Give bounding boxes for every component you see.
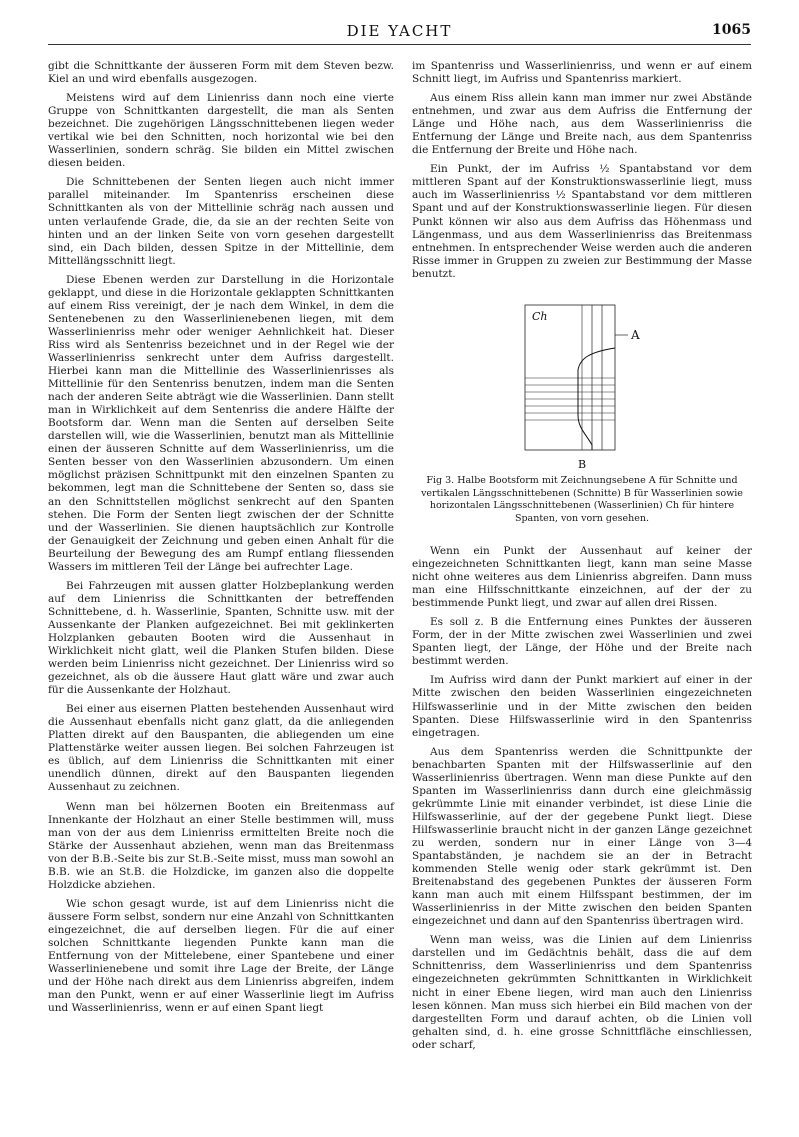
paragraph: Aus einem Riss allein kann man immer nur zwei Abstände entnehmen, und zwar aus dem Aufriss die Entfernung der Länge und Höhe nach, aus dem Wasserlinienriss die Entfernung der Länge und Breite nach, aus dem Spantenriss die Entfernung der Breite und Höhe nach. (412, 92, 752, 157)
header-rule (48, 44, 751, 45)
left-column (48, 60, 394, 1021)
paragraph: Ein Punkt, der im Aufriss ½ Spantabstand vor dem mittleren Spant auf der Konstruktionswasserlinie liegt, muss auch im Wasserlinienriss ½ Spantabstand vor dem mittleren Spant und auf der Konstruktionswasserlinie liegen. Für diesen Punkt können wir also aus dem Aufriss das Höhenmass und Längenmass, und aus dem Wasserlinienriss das Breitenmass entnehmen. In entsprechender Weise werden auch die anderen Risse immer in Gruppen zu zweien zur Bestimmung der Masse benutzt. (412, 163, 752, 280)
label-b: B (578, 458, 587, 471)
paragraph: Im Aufriss wird dann der Punkt markiert auf einer in der Mitte zwischen den beiden Wasserlinien eingezeichneten Hilfswasserlinie und in der Mitte zwischen den beiden Spanten. Diese Hilfswasserlinie wird in den Spantenriss eingetragen. (412, 674, 752, 739)
label-a: A (631, 328, 640, 342)
paragraph: Wenn ein Punkt der Aussenhaut auf keiner der eingezeichneten Schnittkanten liegt, kann man seine Masse nicht ohne weiteres aus dem Linienriss abgreifen. Dann muss man eine Hilfsschnittkante einzeichnen, auf der der zu bestimmende Punkt liegt, und zwar auf allen drei Rissen. (412, 545, 752, 610)
paragraph: im Spantenriss und Wasserlinienriss, und wenn er auf einem Schnitt liegt, im Aufriss und Spantenriss markiert. (412, 60, 752, 86)
paragraph: Die Schnittebenen der Senten liegen auch nicht immer parallel miteinander. Im Spantenriss erscheinen diese Schnittkanten als von der Mittellinie schräg nach aussen und unten verlaufende Grade, die, da sie an der rechten Seite von hinten und an der linken Seite von vorn gesehen dargestellt sind, ein Dach bilden, dessen Spitze in der Mittellinie, dem Mittellängsschnitt liegt. (48, 176, 394, 267)
paragraph: gibt die Schnittkante der äusseren Form mit dem Steven bezw. Kiel an und wird ebenfalls ausgezogen. (48, 60, 394, 86)
hull-section-diagram (520, 300, 660, 475)
right-column-lower (412, 545, 752, 1058)
drawing-frame (525, 305, 615, 450)
label-ch: Ch (532, 310, 548, 323)
paragraph: Wenn man bei hölzernen Booten ein Breitenmass auf Innenkante der Holzhaut an einer Stelle bestimmen will, muss man von der aus dem Linienriss ermittelten Breite noch die Stärke der Aussenhaut abziehen, wenn man das Breitenmass von der B.B.-Seite bis zur St.B.-Seite misst, muss man sowohl an B.B. wie an St.B. die Holzdicke, im ganzen also die doppelte Holzdicke abziehen. (48, 800, 394, 891)
running-title: DIE YACHT (346, 22, 453, 40)
paragraph: Es soll z. B die Entfernung eines Punktes der äusseren Form, der in der Mitte zwischen zwei Wasserlinien und zwei Spanten liegt, der Länge, der Höhe und der Breite nach bestimmt werden. (412, 616, 752, 668)
page-number: 1065 (712, 22, 751, 38)
figure-3 (412, 295, 752, 531)
paragraph: Bei Fahrzeugen mit aussen glatter Holzbeplankung werden auf dem Linienriss die Schnittkanten der betreffenden Schnittebene, d. h. Wasserlinie, Spanten, Schnitte usw. mit der Aussenkante der Planken aufgezeichnet. Bei mit geklinkerten Holzplanken gebauten Booten wird die Aussenhaut in Wirklichkeit nicht glatt, weil die Planken Stufen bilden. Diese werden beim Linienriss nicht gezeichnet. Der Linienriss wird so gezeichnet, als ob die äussere Haut glatt wäre und zwar auch für die Aussenkante der Holzhaut. (48, 579, 394, 697)
paragraph: Meistens wird auf dem Linienriss dann noch eine vierte Gruppe von Schnittkanten dargestellt, die man als Senten bezeichnet. Die zugehörigen Längsschnittebenen liegen weder vertikal wie bei den Schnitten, noch horizontal wie bei den Wasserlinien, sondern schräg. Sie bilden ein Mittel zwischen diesen beiden. (48, 92, 394, 170)
paragraph: Bei einer aus eisernen Platten bestehenden Aussenhaut wird die Aussenhaut ebenfalls nicht ganz glatt, da die anliegenden Platten direkt auf den Bauspanten, die abliegenden um eine Plattenstärke weiter aussen liegen. Bei solchen Fahrzeugen ist es üblich, auf dem Linienriss die Schnittkanten mit einer unendlich dünnen, direkt auf den Bauspanten liegenden Aussenhaut zu zeichnen. (48, 703, 394, 794)
paragraph: Wie schon gesagt wurde, ist auf dem Linienriss nicht die äussere Form selbst, sondern nur eine Anzahl von Schnittkanten eingezeichnet, die auf derselben liegen. Für die auf einer solchen Schnittkante liegenden Punkte kann man die Entfernung von der Mittelebene, einer Spantebene und einer Wasserlinienebene und somit ihre Lage der Breite, der Länge und der Höhe nach direkt aus dem Linienriss abgreifen, indem man den Punkt, wenn er auf einer Wasserlinie liegt im Aufriss und Wasserlinienriss, wenn er auf einen Spant liegt (48, 897, 394, 1015)
figure-caption: Fig 3. Halbe Bootsform mit Zeichnungsebene A für Schnitte und vertikalen Längsschnittebenen (Schnitte) B für Wasserlinien sowie horizontalen Längsschnittebenen (Wasserlinien) Ch für hintere Spanten, von vorn gesehen. (421, 475, 743, 524)
paragraph: Wenn man weiss, was die Linien auf dem Linienriss darstellen und im Gedächtnis behält, dass die auf dem Schnittenriss, dem Wasserlinienriss und dem Spantenriss eingezeichneten gekrümmten Schnittkanten in Wirklichkeit nicht in einer Ebene liegen, wird man auch den Linienriss lesen können. Man muss sich hierbei ein Bild machen von der dargestellten Form und darauf achten, ob die Linien voll gehalten sind, d. h. eine grosse Schnittfläche einschliessen, oder scharf, (412, 934, 752, 1051)
paragraph: Diese Ebenen werden zur Darstellung in die Horizontale geklappt, und diese in die Horizontale geklappten Schnittkanten auf einem Riss vereinigt, der je nach dem Winkel, in dem die Sentenebenen zu den Wasserlinienebenen liegen, mit dem Wasserlinienriss mehr oder weniger Aehnlichkeit hat. Dieser Riss wird als Sentenriss bezeichnet und in der Regel wie der Wasserlinienriss senkrecht unter dem Aufriss dargestellt. Hierbei kann man die Mittellinie des Wasserlinienrisses als Mittellinie für den Sentenriss benutzen, indem man die Senten nach der anderen Seite abträgt wie die Wasserlinien. Dann stellt man in Wirklichkeit auf dem Sentenriss die andere Hälfte der Bootsform dar. Wenn man die Senten auf derselben Seite darstellen will, wie die Wasserlinien, benutzt man als Mittellinie einen der äusseren Schnitte auf dem Wasserlinienriss, um die Senten besser von den Wasserlinien abzusondern. Um einen möglichst präzisen Schnittpunkt mit den einzelnen Spanten zu bekommen, legt man die Schnittebene der Senten so, dass sie an den Schnittstellen möglichst senkrecht auf den Spanten stehen. Die Form der Senten liegt zwischen der der Schnitte und der Wasserlinien. Sie dienen hauptsächlich zur Kontrolle der Genauigkeit der Zeichnung und geben einen Anhalt für die Beurteilung der Bewegung des am Rumpf entlang fliessenden Wassers im mittleren Teil der Länge bei aufrechter Lage. (48, 273, 394, 573)
paragraph: Aus dem Spantenriss werden die Schnittpunkte der benachbarten Spanten mit der Hilfswasserlinie auf den Wasserlinienriss übertragen. Wenn man diese Punkte auf den Spanten im Wasserlinienriss dann durch eine gleichmässig gekrümmte Linie mit einander verbindet, ist diese Linie die Hilfswasserlinie, auf der der gegebene Punkt liegt. Diese Hilfswasserlinie braucht nicht in der ganzen Länge gezeichnet zu werden, sondern nur in einer Länge von 3—4 Spantabständen, je nachdem sie an der in Betracht kommenden Stelle wenig oder stark gekrümmt ist. Den Breitenabstand des gegebenen Punktes der äusseren Form kann man auch mit einem Hilfsspant bestimmen, der im Wasserlinienriss in der Mitte zwischen den beiden Spanten eingezeichnet und dann auf den Spantenriss übertragen wird. (412, 745, 752, 928)
right-column-upper (412, 60, 752, 287)
